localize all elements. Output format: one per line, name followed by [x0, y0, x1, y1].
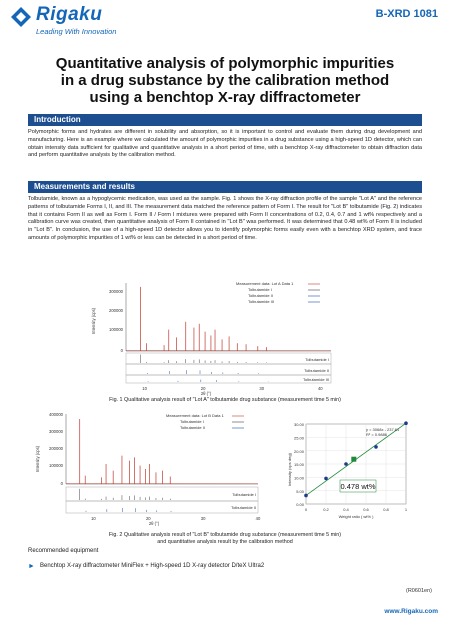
- figure-1-caption: Fig. 1 Qualitative analysis result of "Lot A" tolbutamide drug substance (measurement time 5 min): [109, 397, 341, 403]
- fig1-xtick: 30: [259, 386, 265, 391]
- fig1-xtick: 10: [142, 386, 147, 391]
- calibration-r2: R² = 0.9886: [366, 432, 388, 437]
- fig2-data-series: [66, 419, 258, 484]
- figure-1-chart: [86, 279, 348, 395]
- calibration-xtick: 1: [404, 507, 408, 512]
- calibration-point: [344, 462, 348, 466]
- fig1-ytick: 0: [120, 348, 123, 353]
- fig2-ytick: 400000: [49, 412, 63, 417]
- fig1-ref-label: Tolbutamide III: [302, 377, 329, 382]
- fig2-plot-frame: [66, 414, 258, 484]
- fig2-ytick: 300000: [49, 429, 63, 434]
- document-number: B-XRD 1081: [375, 8, 438, 20]
- title-line-2: in a drug substance by the calibration method: [60, 72, 390, 89]
- calibration-ytick: 30.00: [293, 422, 304, 427]
- calibration-xtick: 0.2: [323, 507, 329, 512]
- fig1-legend-item: Tolbutamide II: [248, 293, 273, 298]
- figure-2-chart: [34, 410, 262, 526]
- calibration-xtick: 0.8: [383, 507, 389, 512]
- calibration-xlabel: Weight ratio ( wt% ): [338, 514, 374, 519]
- calibration-ytick: 10.00: [293, 475, 304, 481]
- results-heading: Measurements and results: [28, 181, 422, 193]
- fig2-ref-label: Tolbutamide I: [232, 492, 256, 497]
- fig1-ytick: 200000: [109, 308, 123, 313]
- calibration-point: [304, 494, 308, 498]
- fig2-legend: [166, 413, 244, 430]
- fig2-ytick: 100000: [49, 463, 63, 468]
- calibration-ytick: 20.00: [293, 448, 304, 454]
- fig1-ytick: 100000: [109, 327, 123, 332]
- fig2-legend-item: Measurement data: Lot B Data 1: [166, 413, 224, 418]
- figure-2-caption: [28, 532, 422, 546]
- fig1-ytick: 300000: [109, 289, 123, 294]
- calibration-ytick: 5.00: [296, 488, 304, 494]
- fig1-ref-label: Tolbutamide I: [305, 357, 329, 362]
- fig1-xlabel: 2θ (°): [200, 391, 212, 396]
- calibration-ytick: 25.00: [293, 435, 304, 441]
- tagline: Leading With Innovation: [36, 27, 117, 36]
- calibration-point: [324, 477, 328, 481]
- calibration-xtick: 0.4: [343, 507, 349, 512]
- calibration-ytick: 15.00: [293, 462, 304, 468]
- fig1-legend-item: Measurement data: Lot A Data 1: [236, 281, 294, 286]
- calibration-curve-chart: [288, 420, 420, 530]
- rigaku-logo-icon: [10, 6, 32, 28]
- calibration-ytick: 0.00: [296, 502, 304, 507]
- fig2-reference-panels: [66, 487, 258, 513]
- calibration-ylabel: Intensity (cps·deg): [287, 453, 292, 486]
- fig2-xtick: 10: [91, 516, 96, 521]
- figure-2-caption-line-1: Fig. 2 Qualitative analysis result of "Lot B" tolbutamide drug substance (measurement time 5 min): [108, 532, 342, 538]
- equipment-label: Recommended equipment: [28, 548, 99, 554]
- title-line-1: Quantitative analysis of polymorphic impurities: [55, 55, 395, 72]
- result-value: 0.478 wt%: [340, 482, 376, 491]
- fig2-legend-item: Tolbutamide II: [180, 425, 205, 430]
- lot-b-point: [351, 457, 356, 462]
- fig2-xtick: 30: [200, 516, 206, 521]
- fig2-xtick: 40: [255, 516, 261, 521]
- fig1-reference-sticks: [141, 355, 269, 382]
- fig2-legend-item: Tolbutamide I: [180, 419, 204, 424]
- calibration-xtick: 0: [304, 507, 308, 512]
- calibration-point: [404, 421, 408, 425]
- fig1-legend-item: Tolbutamide III: [248, 299, 275, 304]
- fig1-plot-frame: [126, 283, 331, 351]
- website-link[interactable]: www.Rigaku.com: [384, 608, 438, 615]
- calibration-equation: y = 3068x - 237.61: [366, 427, 400, 432]
- fig2-ytick: 200000: [49, 446, 63, 451]
- equipment-item: Benchtop X-ray diffractometer MiniFlex + High-speed 1D X-ray detector D/teX Ultra2: [40, 563, 265, 569]
- arrow-icon: ►: [28, 563, 35, 570]
- fig1-xtick: 40: [317, 386, 323, 391]
- fig2-xtick: 20: [145, 516, 151, 521]
- page-title: [20, 55, 430, 106]
- fig1-legend: [236, 281, 320, 304]
- fig1-legend-item: Tolbutamide I: [248, 287, 272, 292]
- fig2-ref-label: Tolbutamide II: [231, 505, 256, 510]
- figure-2-caption-line-2: and quantitative analysis result by the calibration method: [157, 539, 293, 545]
- fig2-reference-sticks: [80, 489, 171, 512]
- fig1-ylabel: Intensity (cps): [91, 307, 96, 334]
- calibration-xtick: 0.6: [363, 507, 369, 512]
- fig1-data-series: [126, 287, 331, 351]
- introduction-heading: Introduction: [28, 114, 422, 126]
- fig1-reference-panels: [126, 353, 331, 383]
- calibration-point: [374, 445, 378, 449]
- document-code: (R0601en): [406, 588, 432, 594]
- results-text: Tolbutamide, known as a hypoglycemic medication, was used as the sample. Fig. 1 shows the X-ray diffraction profile of the sample "Lot A" and the reference patterns of tolbutamide Forms I, II, and III. The measurement data matched the reference pattern of Form I. The result for "Lot B" tolbutamide (Fig. 2) indicates that it contains Form II as well as Form I. Form II / Form I mixtures were prepared with Form II concentrations of 0.2, 0.4, 0.7 and 1 wt% respectively and a calibration curve was created, then quantitative analysis of Form II contained in "Lot B" was performed. It was determined that 0.48 wt% of Form II is included in "Lot B". In conclusion, the use of a high-speed 1D detector allows you to identify polymorphic forms easily even with a benchtop XRD system, and trace amounts of polymorphic impurities of 1 wt% or less can be detected in a short period of time.: [28, 196, 422, 241]
- brand-name: Rigaku: [36, 4, 103, 25]
- fig2-ytick: 0: [60, 481, 63, 486]
- introduction-text: Polymorphic forms and hydrates are different in solubility and absorption, so it is important to control and evaluate them during drug development and manufacturing. Here is an example where we calculated the amount of polymorphic impurities in a drug substance using a high-speed 1D detector, which can obtain intensity data sufficient for qualitative and quantitative analysis in a short period of time, with a benchtop X-ray diffractometer to obtain diffraction data and perform quantitative analysis by the calibration method.: [28, 129, 422, 159]
- fig2-xlabel: 2θ (°): [148, 521, 160, 526]
- title-line-3: using a benchtop X-ray diffractometer: [89, 89, 361, 106]
- fig2-ylabel: Intensity (cps): [35, 445, 40, 472]
- fig1-ref-label: Tolbutamide II: [304, 368, 329, 373]
- fig1-xtick: 20: [200, 386, 206, 391]
